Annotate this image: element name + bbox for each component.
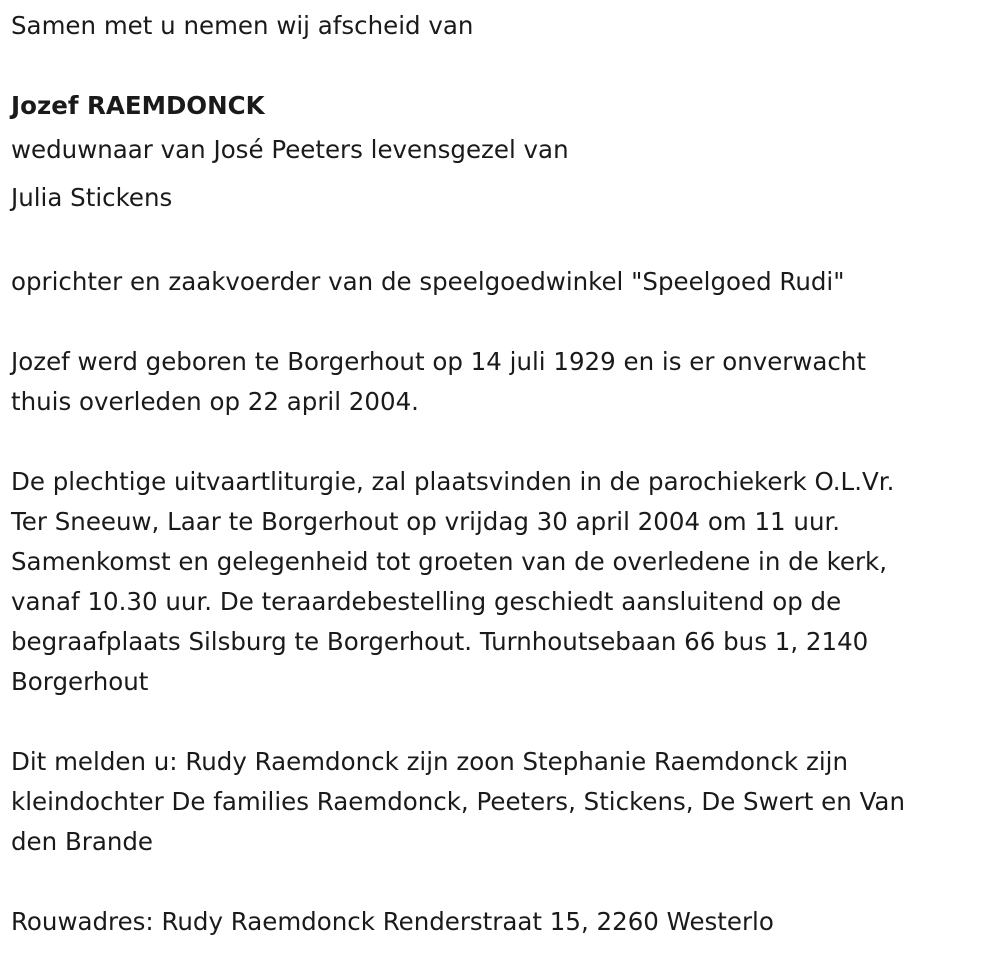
deceased-name: Jozef RAEMDONCK	[11, 91, 265, 120]
paragraph-line: kleindochter De families Raemdonck, Peeters, Stickens, De Swert en Van	[11, 787, 905, 816]
paragraph-line: thuis overleden op 22 april 2004.	[11, 387, 419, 416]
paragraph-line: De plechtige uitvaartliturgie, zal plaatsvinden in de parochiekerk O.L.Vr.	[11, 467, 895, 496]
birth-death-paragraph	[11, 342, 986, 422]
announcers-paragraph	[11, 742, 986, 862]
paragraph-line: Jozef werd geboren te Borgerhout op 14 juli 1929 en is er onverwacht	[11, 347, 867, 376]
paragraph-line: Dit melden u: Rudy Raemdonck zijn zoon Stephanie Raemdonck zijn	[11, 747, 848, 776]
relation-block	[11, 126, 986, 222]
paragraph-line: begraafplaats Silsburg te Borgerhout. Turnhoutsebaan 66 bus 1, 2140	[11, 627, 869, 656]
paragraph-line: Ter Sneeuw, Laar te Borgerhout op vrijdag 30 april 2004 om 11 uur.	[11, 507, 841, 536]
paragraph-line: vanaf 10.30 uur. De teraardebestelling geschiedt aansluitend op de	[11, 587, 842, 616]
paragraph-line: Samenkomst en gelegenheid tot groeten van de overledene in de kerk,	[11, 547, 888, 576]
intro-text: Samen met u nemen wij afscheid van	[11, 11, 474, 40]
paragraph-line: den Brande	[11, 827, 153, 856]
relation-line: Julia Stickens	[11, 183, 173, 212]
funeral-paragraph	[11, 462, 986, 702]
obituary-notice	[11, 6, 986, 942]
mourning-address: Rouwadres: Rudy Raemdonck Renderstraat 15, 2260 Westerlo	[11, 907, 774, 936]
occupation-text: oprichter en zaakvoerder van de speelgoedwinkel "Speelgoed Rudi"	[11, 267, 845, 296]
paragraph-line: Borgerhout	[11, 667, 149, 696]
relation-line: weduwnaar van José Peeters levensgezel van	[11, 135, 569, 164]
